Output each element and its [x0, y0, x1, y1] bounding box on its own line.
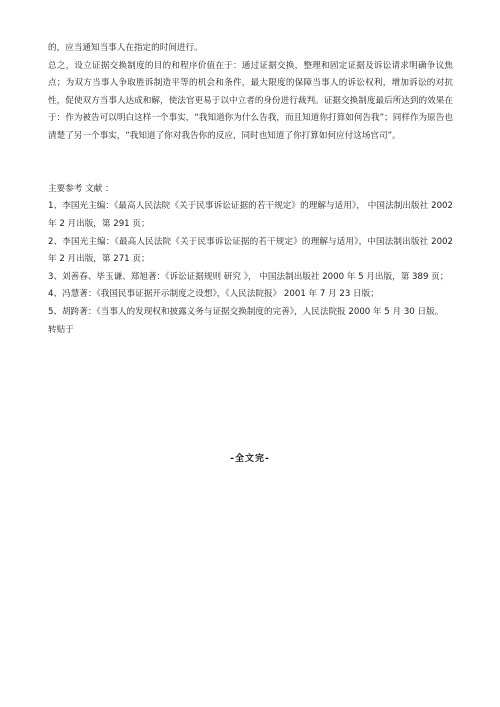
repost-note: 转贴于: [48, 324, 74, 335]
references-section: [48, 181, 453, 339]
reference-item-2: 2、李国光主编：《最高人民法院《关于民事诉讼证据的若干规定》的理解与适用》，中国法制出版社 2002 年 2 月出版，第 271 页；: [48, 236, 453, 265]
reference-item-4: 4、冯慧著：《我国民事证据开示制度之设想》，《人民法院报》 2001 年 7 月 23 日版；: [48, 289, 379, 300]
paragraph-summary: 总之，设立证据交换制度的目的和程序价值在于：通过证据交换，整理和固定证据及诉讼请求明确争议焦点；为双方当事人争取胜诉制造平等的机会和条件，最大限度的保障当事人的诉讼权利，增加诉讼的对抗性，促使双方当事人达成和解，使法官更易于以中立者的身份进行裁判。证据交换制度最后所达到的效果在于：作为被告可以明白这样一个事实，“我知道你为什么告我，而且知道你打算如何告我”；同样作为原告也清楚了另一个事实，“我知道了你对我告你的反应，同时也知道了你打算如何应付这场官司”。: [48, 60, 453, 141]
blank-line: [48, 146, 453, 164]
reference-item-5: 5、胡跨著：《当事人的发现权和披露义务与证据交换制度的完善》，人民法院报 2000 年 5 月 30 日版。: [48, 306, 444, 317]
reference-item-1: 1、李国光主编：《最高人民法院《关于民事诉讼证据的若干规定》的理解与适用》， 中国法制出版社 2002 年 2 月出版，第 291 页；: [48, 201, 453, 229]
reference-item-3: 3、刘善春、毕玉谦、郑旭著：《诉讼证据规则 研究 》， 中国法制出版社 2000 年 5 月出版，第 389 页；: [48, 271, 449, 282]
blank-line: [48, 163, 453, 181]
document-body: [48, 40, 453, 339]
references-heading: 主要参考 文献 ：: [48, 183, 114, 194]
end-of-document-mark: -全文完-: [230, 454, 270, 464]
paragraph-continuation: 的，应当通知当事人在指定的时间进行。: [48, 43, 203, 53]
